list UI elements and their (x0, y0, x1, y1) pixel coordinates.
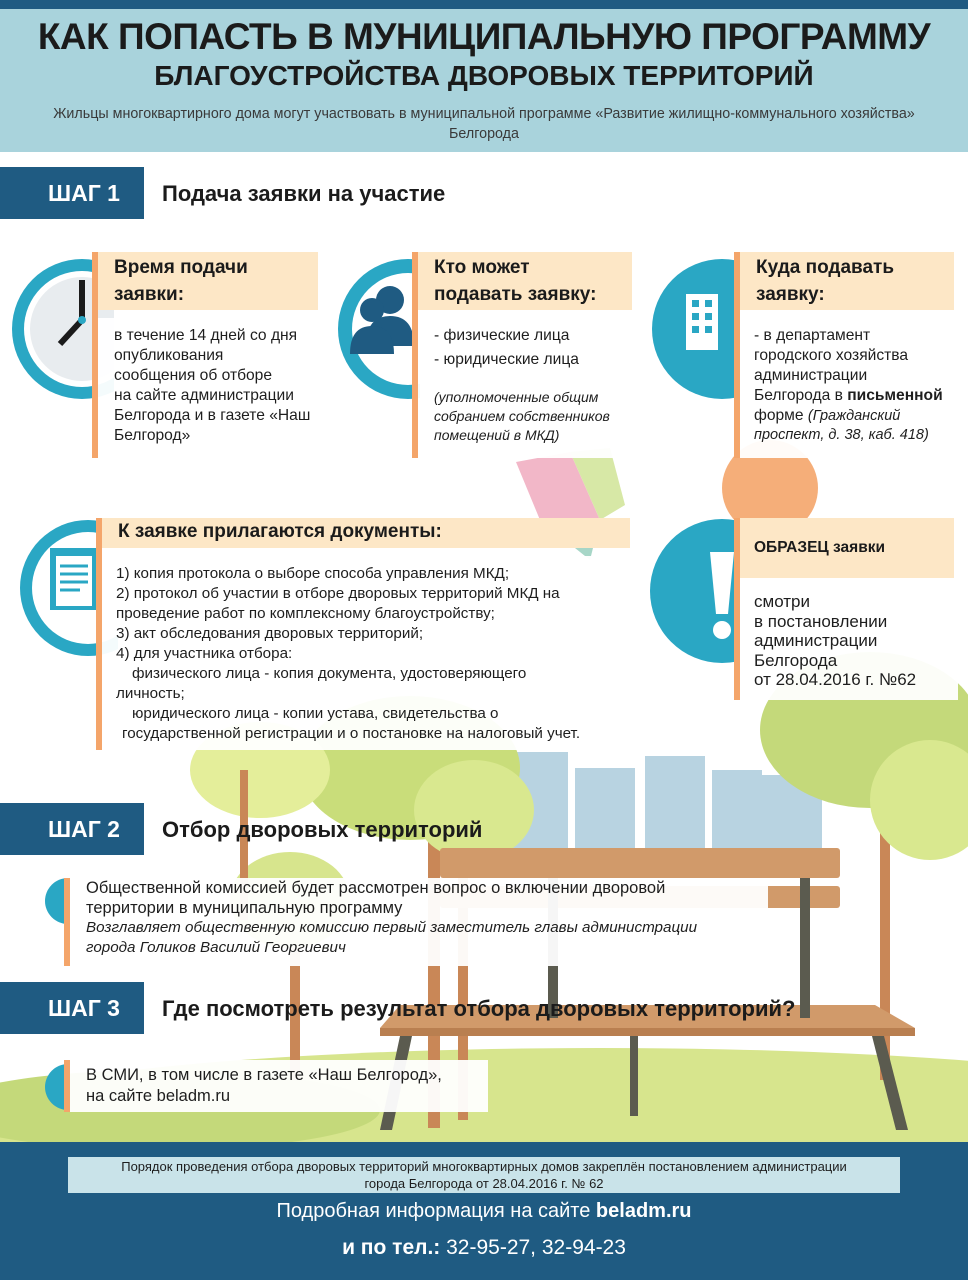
building-icon (650, 258, 740, 400)
step2-badge: ШАГ 2 (0, 803, 144, 855)
website-link[interactable]: beladm.ru (595, 1200, 692, 1222)
people-icon (336, 258, 420, 400)
where-card-text: - в департамент городского хозяйства администрации Белгорода в письменной форме (Гражданский проспект, д. 38, каб. 418) (740, 318, 960, 458)
time-card-text: в течение 14 дней со дня опубликования сообщения об отборе на сайте администрации Белгорода и в газете «Наш Белгород» (98, 318, 320, 458)
step1-title: Подача заявки на участие (162, 181, 446, 206)
page-subtitle (16, 104, 952, 144)
where-card-heading: Куда подавать заявку: (740, 252, 954, 310)
step2-title: Отбор дворовых территорий (162, 817, 483, 842)
step3-title: Где посмотреть результат отбора дворовых территорий? (162, 996, 796, 1021)
page-title-line2: БЛАГОУСТРОЙСТВА ДВОРОВЫХ ТЕРРИТОРИЙ (154, 60, 814, 91)
subtitle-line2: Белгорода (449, 126, 519, 142)
more-info-line: Подробная информация на сайте beladm.ru (276, 1200, 692, 1222)
who-card-text: - физические лица - юридические лица (уполномоченные общим собранием собственников помещений в МКД) (418, 318, 632, 458)
time-card-heading: Время подачи заявки: (98, 252, 318, 310)
step2-card-text: Общественной комиссией будет рассмотрен вопрос о включении дворовой территории в муниципальную программу Возглавляет общественную комиссию первый заместитель главы администрации города Голиков Василий Георгиевич (70, 878, 768, 966)
legal-footnote: Порядок проведения отбора дворовых территорий многоквартирных домов закреплён постановлением администрации города Белгорода от 28.04.2016 г. № 62 (68, 1157, 900, 1193)
step3-card-text: В СМИ, в том числе в газете «Наш Белгород», на сайте beladm.ru (70, 1060, 488, 1112)
step2-marker-icon (34, 878, 68, 924)
phone-numbers[interactable]: 32-95-27, 32-94-23 (446, 1236, 626, 1259)
sample-card-text: смотри в постановлении администрации Белгорода от 28.04.2016 г. №62 (740, 582, 958, 700)
docs-card-text: 1) копия протокола о выборе способа управления МКД; 2) протокол об участии в отборе дворовых территорий МКД на проведение работ по комплексному благоустройству; 3) акт обследования дворовых территорий; 4) для участника отбора: физического лица - копия документа, удостоверяющего личность; юридического лица - копии устава, свидетельства о государственной регистрации и о постановке на налоговый учет. (102, 556, 638, 750)
step1-badge: ШАГ 1 (0, 167, 144, 219)
page-title-line1: КАК ПОПАСТЬ В МУНИЦИПАЛЬНУЮ ПРОГРАММУ (37, 16, 931, 57)
docs-card-heading: К заявке прилагаются документы: (102, 518, 630, 548)
sample-card-heading: ОБРАЗЕЦ заявки (740, 518, 954, 578)
who-card-heading: Кто может подавать заявку: (418, 252, 632, 310)
exclamation-icon (650, 516, 740, 666)
step3-badge: ШАГ 3 (0, 982, 144, 1034)
phone-line: и по тел.: 32-95-27, 32-94-23 (342, 1236, 626, 1259)
step3-marker-icon (34, 1064, 68, 1110)
subtitle-line1: Жильцы многоквартирного дома могут участвовать в муниципальной программе «Развитие жилищно-коммунального хозяйства» (53, 106, 915, 122)
